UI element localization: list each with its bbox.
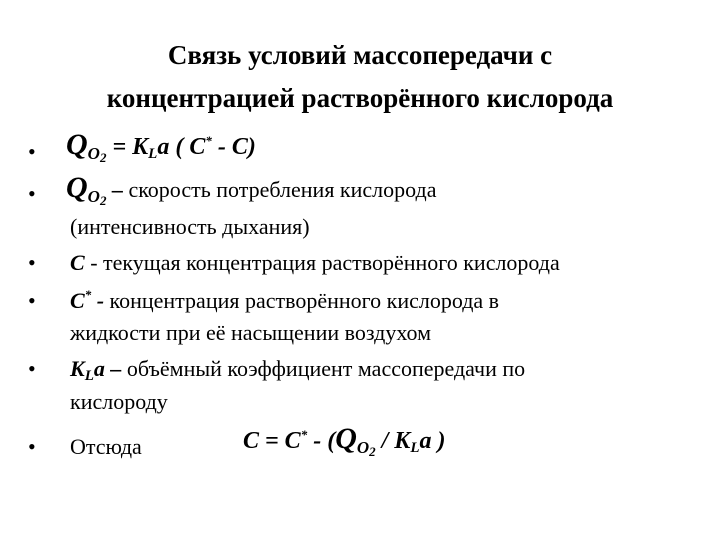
kla-definition-line [70, 356, 525, 382]
slash-k: / K [375, 428, 411, 454]
k-symbol: K [132, 134, 149, 160]
a-c-term: a ( C [157, 134, 206, 160]
kla-definition-text: объёмный коэффициент массопередачи по [126, 356, 526, 381]
bullet-1: • [28, 139, 36, 164]
cstar-definition-line [70, 288, 499, 314]
cstar-definition-text: концентрация растворённого кислорода в [109, 288, 500, 313]
bullet-5: • [28, 356, 36, 381]
c-definition-line [70, 250, 560, 276]
star-superscript: * [205, 133, 212, 148]
c-symbol: C [70, 288, 85, 313]
hence-label: Отсюда [70, 434, 142, 459]
c-definition-text: - текущая концентрация растворённого кислорода [84, 250, 560, 275]
q-symbol: Q [66, 128, 88, 161]
title-line-1: Связь условий массопередачи с [167, 40, 553, 70]
bullet-4: • [28, 288, 36, 313]
o-subscript: O [87, 144, 100, 163]
a-dash: a – [93, 356, 127, 381]
k-symbol: K [70, 356, 85, 381]
q-definition-continuation: (интенсивность дыхания) [70, 214, 310, 239]
q-definition-text: скорость потребления кислорода [128, 177, 437, 202]
two-subscript: 2 [99, 193, 107, 208]
dash: - [91, 288, 110, 313]
two-subscript: 2 [369, 444, 376, 459]
bullet-6: • [28, 434, 36, 459]
kla-definition-continuation: кислороду [70, 389, 168, 414]
formula-rate-equation [66, 128, 256, 165]
q-definition-line [66, 171, 437, 208]
result-formula [243, 422, 446, 459]
o-subscript: O [87, 187, 100, 206]
a-close-paren: a ) [419, 428, 446, 454]
two-subscript: 2 [99, 150, 107, 165]
o-subscript: O [356, 438, 370, 457]
minus-paren: - ( [307, 428, 336, 454]
star-superscript: * [84, 287, 92, 302]
equals-sign: = [106, 134, 133, 160]
star-superscript: * [300, 427, 308, 442]
title-line-2: концентрацией растворённого кислорода [106, 83, 614, 113]
c-equals-cstar: C = C [243, 428, 301, 454]
l-subscript: L [410, 440, 420, 456]
q-symbol: Q [66, 171, 88, 204]
bullet-3: • [28, 250, 36, 275]
q-symbol: Q [335, 422, 357, 455]
cstar-definition-continuation: жидкости при её насыщении воздухом [70, 320, 432, 345]
dash: – [106, 177, 129, 202]
slide-title [0, 34, 720, 120]
bullet-2: • [28, 181, 36, 206]
l-subscript: L [148, 146, 158, 162]
minus-c-term: - C) [211, 134, 256, 160]
l-subscript: L [84, 368, 94, 384]
c-symbol: C [70, 250, 85, 275]
